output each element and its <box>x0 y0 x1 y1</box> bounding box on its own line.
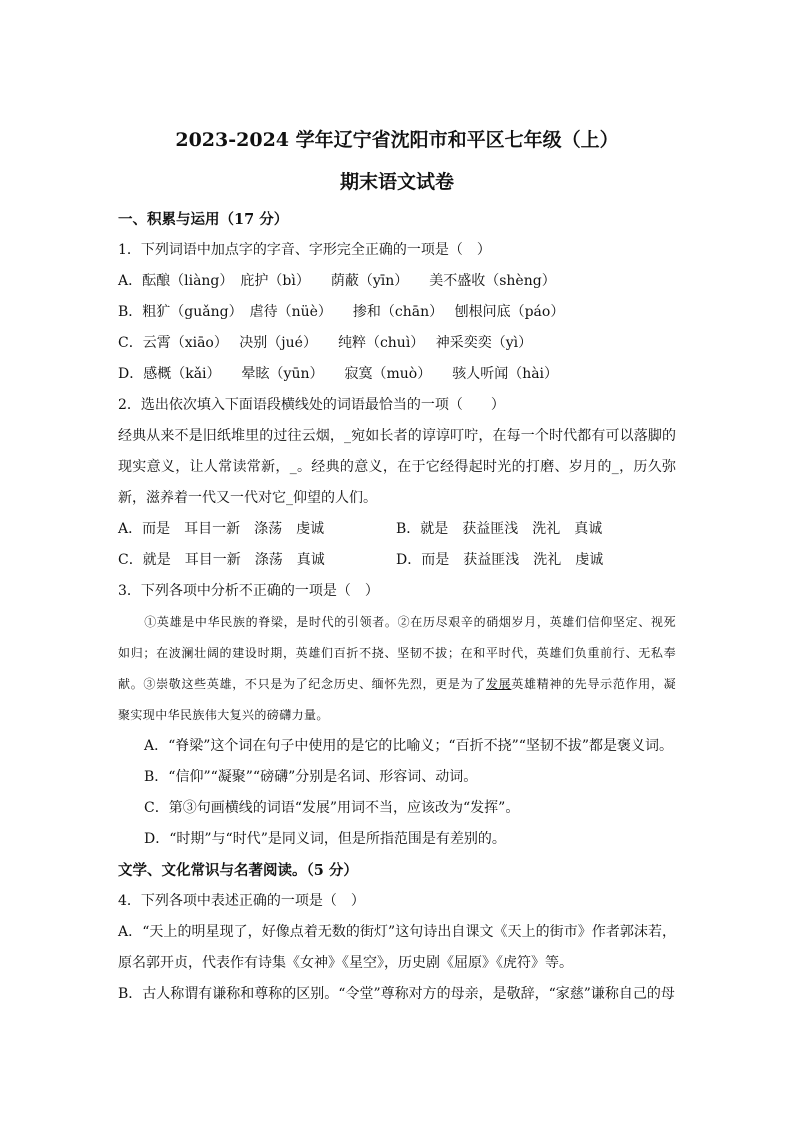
q1-option-d: D．感概（kǎi） 晕眩（yūn） 寂寞（muò） 骇人听闻（hài） <box>118 366 559 382</box>
q2-option-b: B．就是 获益匪浅 洗礼 真诚 <box>396 521 603 537</box>
q2-passage: 经典从来不是旧纸堆里的过往云烟，_宛如长者的谆谆叮咛，在每一个时代都有可以落脚的现实意义，让人常读常新，_。经典的意义，在于它经得起时光的打磨、岁月的_，历久弥新，滋养着一代又一代对它_仰望的人们。 <box>118 428 676 506</box>
q3-option-a: A．“脊梁”这个词在句子中使用的是它的比喻义；“百折不挠”“坚韧不拔”都是褒义词。 <box>144 738 674 754</box>
q2-stem: 2．选出依次填入下面语段横线处的词语最恰当的一项（ ） <box>118 397 505 413</box>
section2-heading: 文学、文化常识与名著阅读。（5 分） <box>118 862 358 879</box>
q3-passage-before: ①英雄是中华民族的脊梁，是时代的引领者。②在历尽艰辛的硝烟岁月，英雄们信仰坚定、视死如归；在波澜壮阔的建设时期，英雄们百折不挠、坚韧不拔；在和平时代，英雄们负重前行、无私奉献。③崇敬这些英雄，不只是为了纪念历史、缅怀先烈，更是为了 <box>118 615 676 691</box>
q1-option-a: A．酝酿（liàng） 庇护（bì） 荫蔽（yīn） 美不盛收（shèng） <box>118 273 556 289</box>
q4-option-b: B．古人称谓有谦称和尊称的区别。“令堂”尊称对方的母亲，是敬辞，“家慈”谦称自己的母 <box>118 986 675 1002</box>
exam-content <box>118 204 676 1010</box>
q1-option-b: B．粗犷（guǎng） 虐待（nüè） 掺和（chān） 刨根问底（páo） <box>118 304 565 320</box>
q3-passage <box>118 607 676 731</box>
q3-stem: 3．下列各项中分析不正确的一项是（ ） <box>118 583 379 599</box>
q3-passage-underlined: 发展 <box>485 677 512 691</box>
exam-title-line1: 2023-2024 学年辽宁省沈阳市和平区七年级（上） <box>175 129 619 151</box>
q2-options-row2 <box>118 545 676 576</box>
q2-option-a: A．而是 耳目一新 涤荡 虔诚 <box>118 521 325 537</box>
q1-option-c: C．云霄（xiāo） 决别（jué） 纯粹（chuì） 神采奕奕（yì） <box>118 335 533 351</box>
q2-option-d: D．而是 获益匪浅 洗礼 虔诚 <box>396 552 604 568</box>
title-block <box>118 0 676 194</box>
q4-stem: 4．下列各项中表述正确的一项是（ ） <box>118 893 365 909</box>
q4-option-a: A．“天上的明星现了，好像点着无数的街灯”这句诗出自课文《天上的街市》作者郭沫若，原名郭开贞，代表作有诗集《女神》《星空》，历史剧《屈原》《虎符》等。 <box>118 924 676 971</box>
q2-option-c: C．就是 耳目一新 涤荡 真诚 <box>118 552 325 568</box>
q3-option-d: D．“时期”与“时代”是同义词，但是所指范围是有差别的。 <box>144 831 506 847</box>
q2-options-row1 <box>118 514 676 545</box>
q3-passage-after: 英雄精神的先导示范作用，凝聚实现中华民族伟大复兴的磅礴力量。 <box>118 677 676 722</box>
q1-stem: 1．下列词语中加点字的字音、字形完全正确的一项是（ ） <box>118 242 491 258</box>
q3-option-b: B．“信仰”“凝聚”“磅礴”分别是名词、形容词、动词。 <box>144 769 478 785</box>
exam-title-line2: 期末语文试卷 <box>339 171 454 193</box>
q3-option-c: C．第③句画横线的词语“发展”用词不当，应该改为“发挥”。 <box>144 800 520 816</box>
section1-heading: 一、积累与运用（17 分） <box>118 211 289 228</box>
